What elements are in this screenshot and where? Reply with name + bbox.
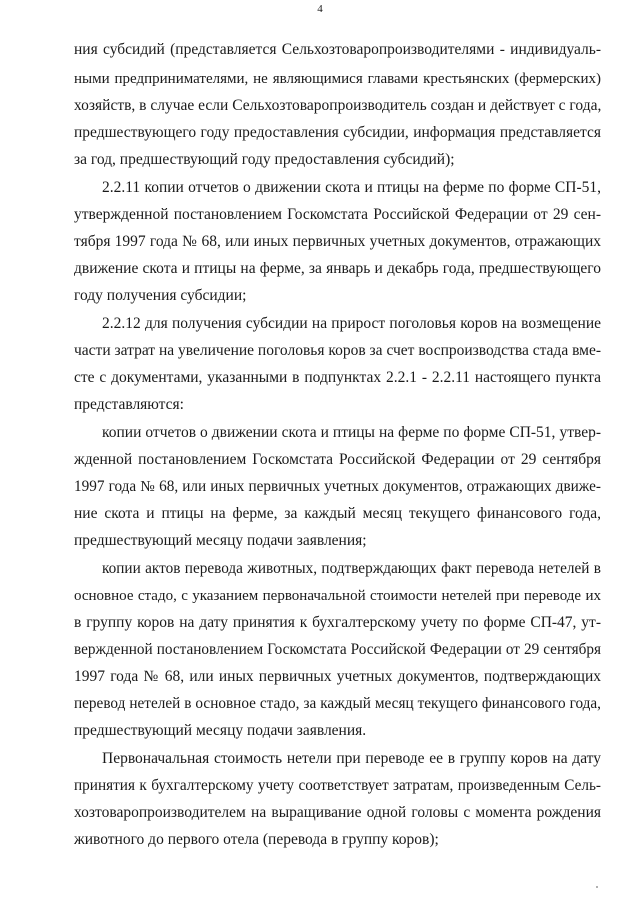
text-line: движение скота и птицы на ферме, за январь и декабрь года, предшествующего bbox=[74, 260, 601, 277]
text-line: перевод нетелей в основное стадо, за каждый месяц текущего финансового года, bbox=[74, 695, 601, 712]
text-line: животного до первого отела (перевода в группу коров); bbox=[74, 831, 439, 848]
text-line: году получения субсидии; bbox=[74, 287, 247, 304]
text-line: в группу коров на дату принятия к бухгалтерскому учету по форме СП-47, ут- bbox=[74, 614, 601, 631]
text-line: 2.2.12 для получения субсидии на прирост поголовья коров на возмещение bbox=[102, 315, 601, 332]
text-line: жденной постановлением Госкомстата Российской Федерации от 29 сентября bbox=[74, 451, 601, 468]
text-line: 1997 года № 68, или иных первичных учетных документов, отражающих движе- bbox=[74, 478, 601, 495]
text-line: утвержденной постановлением Госкомстата Российской Федерации от 29 сен- bbox=[74, 206, 601, 223]
text-line: предшествующий месяцу подачи заявления; bbox=[74, 532, 367, 549]
text-line: предшествующий месяцу подачи заявления. bbox=[74, 722, 367, 739]
text-line: принятия к бухгалтерскому учету соответствует затратам, произведенным Сель- bbox=[74, 777, 601, 794]
text-line: хозяйств, в случае если Сельхозтоваропроизводитель создан и действует с года, bbox=[74, 97, 602, 114]
text-line: ние скота и птицы на ферме, за каждый месяц текущего финансового года, bbox=[74, 505, 601, 522]
scan-speck bbox=[596, 886, 598, 888]
text-line: за год, предшествующий году предоставления субсидий); bbox=[74, 151, 455, 168]
text-line: части затрат на увеличение поголовья коров за счет воспроизводства стада вме- bbox=[74, 342, 601, 359]
text-line: 1997 года № 68, или иных первичных учетных документов, подтверждающих bbox=[74, 668, 601, 685]
text-line: тября 1997 года № 68, или иных первичных учетных документов, отражающих bbox=[74, 233, 601, 250]
text-line: предшествующего году предоставления субсидии, информация представляется bbox=[74, 124, 601, 141]
text-line: основное стадо, с указанием первоначальной стоимости нетелей при переводе их bbox=[74, 588, 601, 604]
text-line: хозтоваропроизводителем на выращивание одной головы с момента рождения bbox=[74, 804, 601, 821]
text-line: вержденной постановлением Госкомстата Российской Федерации от 29 сентября bbox=[74, 641, 601, 658]
text-line: 2.2.11 копии отчетов о движении скота и птицы на ферме по форме СП-51, bbox=[102, 179, 601, 196]
text-line: ния субсидий (представляется Сельхозтоваропроизводителями - индивидуаль- bbox=[74, 41, 601, 58]
text-line: ными предпринимателями, не являющимися главами крестьянских (фермерских) bbox=[74, 71, 601, 87]
text-line: копии актов перевода животных, подтверждающих факт перевода нетелей в bbox=[102, 560, 601, 577]
text-line: Первоначальная стоимость нетели при переводе ее в группу коров на дату bbox=[102, 750, 601, 767]
text-line: представляются: bbox=[74, 396, 184, 413]
page-number: 4 bbox=[317, 3, 323, 15]
text-line: копии отчетов о движении скота и птицы на ферме по форме СП-51, утвер- bbox=[102, 424, 601, 441]
text-line: сте с документами, указанными в подпунктах 2.2.1 - 2.2.11 настоящего пункта bbox=[74, 369, 601, 386]
